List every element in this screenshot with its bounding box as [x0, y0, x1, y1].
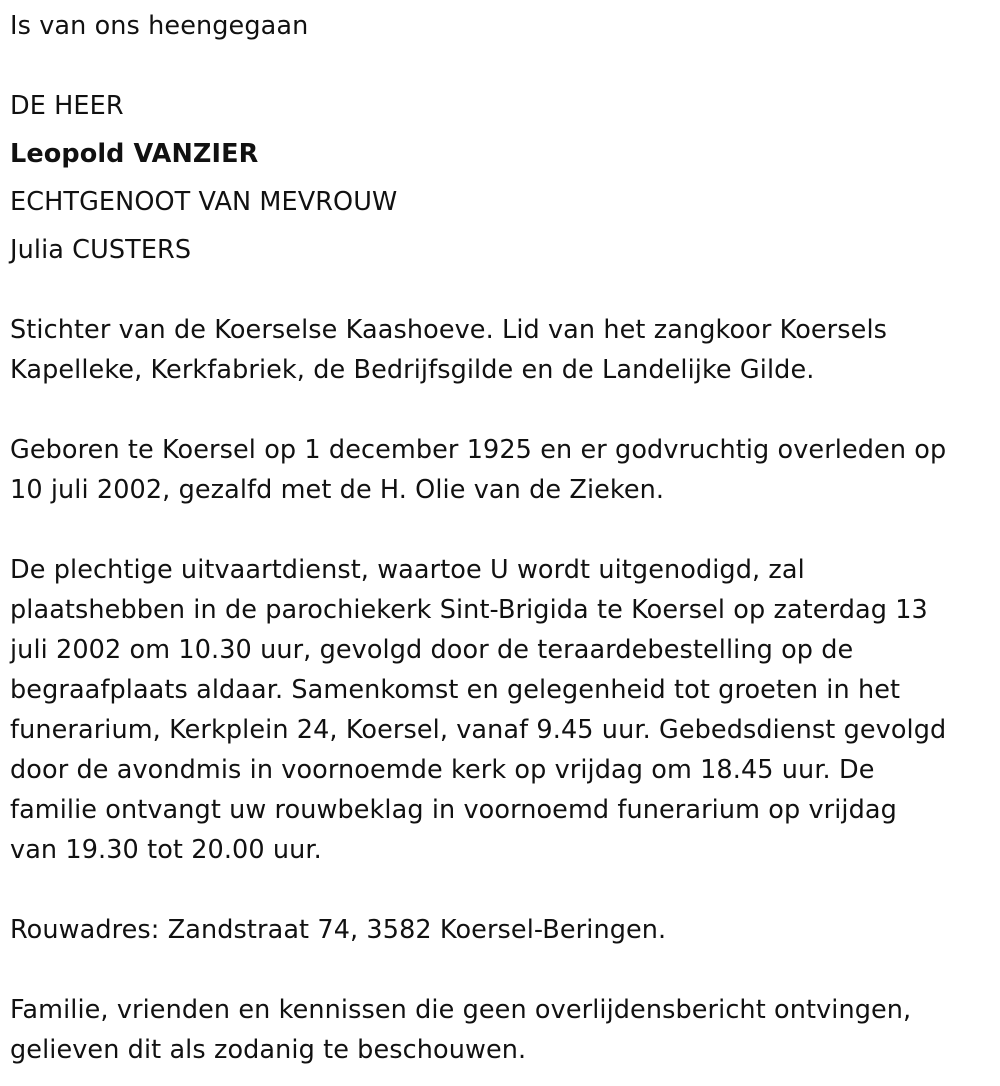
biography-paragraph: [10, 310, 887, 390]
funeral-line: familie ontvangt uw rouwbeklag in voornoemd funerarium op vrijdag: [10, 795, 897, 825]
title-line: DE HEER: [10, 91, 124, 121]
biography-line: Stichter van de Koerselse Kaashoeve. Lid van het zangkoor Koersels: [10, 315, 888, 345]
birth-death-line: Geboren te Koersel op 1 december 1925 en er godvruchtig overleden op: [10, 435, 947, 465]
spouse-label: ECHTGENOOT VAN MEVROUW: [10, 187, 398, 217]
funeral-line: van 19.30 tot 20.00 uur.: [10, 835, 322, 865]
intro-text: Is van ons heengegaan: [10, 11, 309, 41]
funeral-line: De plechtige uitvaartdienst, waartoe U wordt uitgenodigd, zal: [10, 555, 805, 585]
closing-paragraph: [10, 990, 911, 1070]
funeral-line: juli 2002 om 10.30 uur, gevolgd door de teraardebestelling op de: [10, 635, 854, 665]
birth-death-paragraph: [10, 430, 946, 510]
mourning-address: Rouwadres: Zandstraat 74, 3582 Koersel-Beringen.: [10, 915, 667, 945]
funeral-line: begraafplaats aldaar. Samenkomst en gelegenheid tot groeten in het: [10, 675, 901, 705]
funeral-paragraph: [10, 550, 946, 870]
spouse-name: Julia CUSTERS: [10, 235, 192, 265]
deceased-name: Leopold VANZIER: [10, 139, 259, 169]
closing-line: gelieven dit als zodanig te beschouwen.: [10, 1035, 527, 1065]
birth-death-line: 10 juli 2002, gezalfd met de H. Olie van de Zieken.: [10, 475, 665, 505]
funeral-line: door de avondmis in voornoemde kerk op vrijdag om 18.45 uur. De: [10, 755, 875, 785]
closing-line: Familie, vrienden en kennissen die geen overlijdensbericht ontvingen,: [10, 995, 912, 1025]
funeral-line: plaatshebben in de parochiekerk Sint-Brigida te Koersel op zaterdag 13: [10, 595, 928, 625]
biography-line: Kapelleke, Kerkfabriek, de Bedrijfsgilde en de Landelijke Gilde.: [10, 355, 815, 385]
funeral-line: funerarium, Kerkplein 24, Koersel, vanaf 9.45 uur. Gebedsdienst gevolgd: [10, 715, 947, 745]
